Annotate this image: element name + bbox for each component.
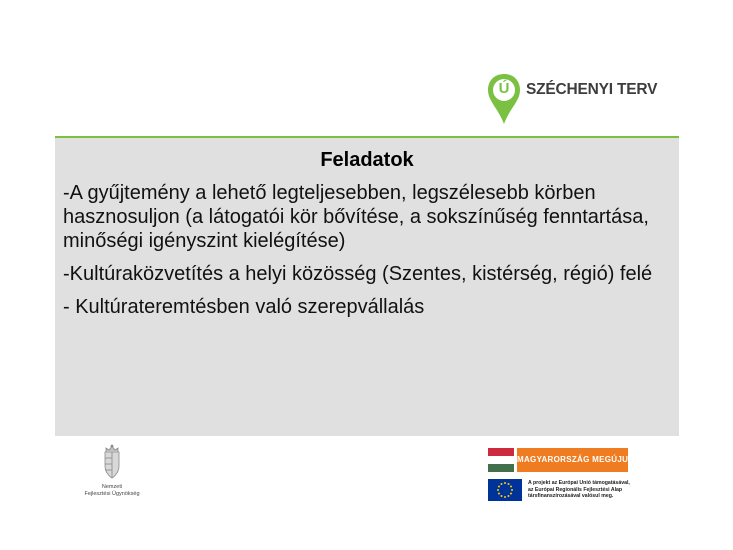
szechenyi-terv-logo — [486, 72, 666, 128]
magyarorszag-megujul-logo — [488, 448, 634, 472]
eu-support-logo — [488, 478, 638, 502]
eu-text-line-3: társfinanszírozásával valósul meg. — [528, 493, 614, 499]
eu-text-line-1: A projekt az Európai Unió támogatásával, — [528, 480, 630, 486]
box-title: Feladatok — [320, 149, 414, 171]
eu-text-line-2: az Európai Regionális Fejlesztési Alap — [528, 486, 623, 493]
agency-line-2: Fejlesztési Ügynökség — [84, 490, 140, 497]
agency-caption — [72, 484, 152, 497]
content-box — [55, 138, 679, 436]
logo-letter: Ú — [498, 80, 510, 97]
logo-text: SZÉCHENYI TERV — [526, 81, 658, 98]
hungarian-flag-icon — [488, 448, 514, 472]
paragraph-3: - Kultúrateremtésben való szerepvállalás — [63, 296, 425, 318]
eu-flag-icon — [488, 479, 522, 501]
mo-band-text: MAGYARORSZÁG MEGÚJUL — [517, 448, 628, 472]
agency-emblem — [72, 444, 152, 506]
paragraph-1: -A gyűjtemény a lehető legteljesebben, legszélesebb körben hasznosuljon (a látogatói kör bővítése, a sokszínűség fenntartása, minőségi igényszint kielégítése) — [63, 182, 649, 252]
agency-line-1: Nemzeti — [101, 484, 123, 490]
hungarian-coat-of-arms-icon — [72, 444, 152, 484]
paragraph-2: -Kultúraközvetítés a helyi közösség (Szentes, kistérség, régió) felé — [63, 263, 653, 285]
eu-support-text — [528, 480, 638, 500]
